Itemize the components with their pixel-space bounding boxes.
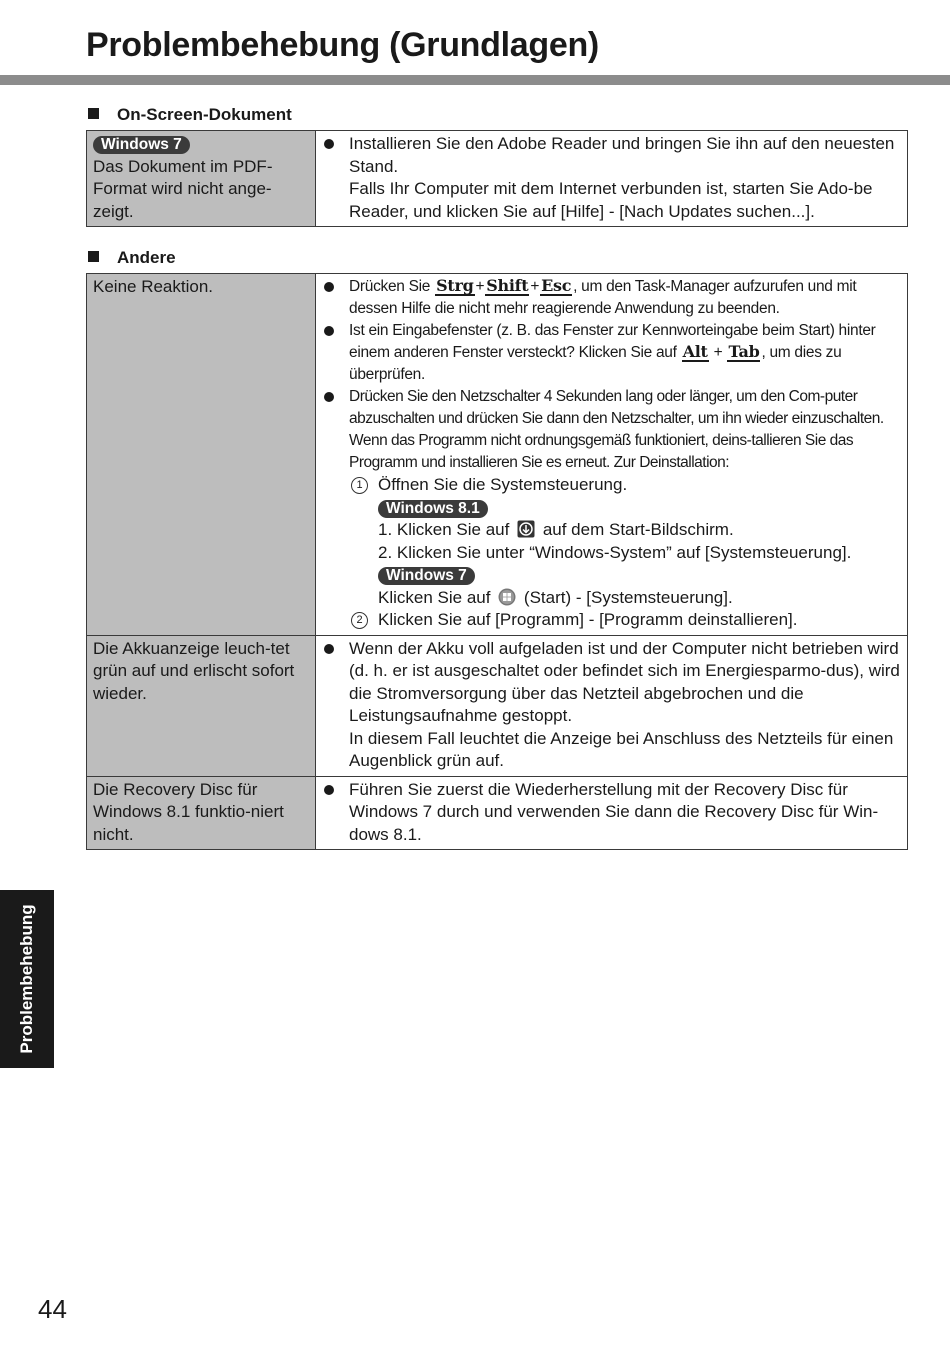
bullet-dot-icon [324, 139, 334, 149]
section-heading-label: Andere [117, 248, 176, 267]
bullet-dot-icon [324, 326, 334, 336]
on-screen-table [86, 130, 908, 227]
bullet-dot-icon [324, 392, 334, 402]
step-1-details [351, 497, 901, 610]
side-tab [0, 890, 54, 1068]
windows-start-orb-icon [498, 588, 516, 606]
solution-cell [316, 131, 908, 227]
key-alt: Alt [682, 342, 708, 361]
problem-text: Die Recovery Disc für Windows 8.1 funktio-niert nicht. [93, 779, 284, 844]
key-tab: Tab [728, 342, 760, 361]
solution-text: In diesem Fall leuchtet die Anzeige bei Anschluss des Netzteils für einen Augenblick grün auf. [349, 728, 894, 770]
solution-bullet [324, 320, 901, 386]
solution-text: , um dies zu überprüfen. [349, 344, 842, 383]
bullet-dot-icon [324, 785, 334, 795]
solution-bullet [324, 133, 901, 223]
solution-text: Drücken Sie [349, 278, 431, 295]
solution-bullet [324, 638, 901, 773]
problem-text: Die Akkuanzeige leuch-tet grün auf und erlischt sofort wieder. [93, 638, 295, 703]
step-text: Klicken Sie auf [Programm] - [Programm deinstallieren]. [378, 610, 798, 629]
step-number: 2 [351, 612, 368, 629]
section-heading-label: On-Screen-Dokument [117, 105, 292, 124]
problem-cell [87, 131, 316, 227]
table-row [87, 776, 908, 850]
square-bullet-icon [88, 251, 99, 262]
page-title: Problembehebung (Grundlagen) [86, 26, 599, 64]
title-rule [0, 75, 950, 85]
step-text: Klicken Sie auf [378, 587, 491, 607]
solution-bullet [324, 276, 901, 320]
problem-cell [87, 635, 316, 776]
table-row [87, 274, 908, 636]
step-text: auf dem Start-Bildschirm. [542, 520, 734, 539]
table-row [87, 131, 908, 227]
problem-cell [87, 776, 316, 850]
solution-bullet [324, 779, 901, 847]
solution-cell [316, 635, 908, 776]
solution-cell [316, 776, 908, 850]
table-row [87, 635, 908, 776]
side-tab-label: Problembehebung [17, 904, 36, 1054]
down-arrow-circle-icon [517, 520, 535, 538]
solution-bullet [324, 386, 901, 474]
section-heading-on-screen [88, 105, 292, 125]
problem-cell [87, 274, 316, 636]
uninstall-steps [324, 474, 901, 632]
solution-text: , um den Task-Manager aufzurufen und mit dessen Hilfe die nicht mehr reagierende Anwendung zu beenden. [349, 278, 857, 317]
solution-cell [316, 274, 908, 636]
step-text: (Start) - [Systemsteuerung]. [523, 587, 733, 607]
page-number: 44 [38, 1294, 67, 1324]
solution-text: Drücken Sie den Netzschalter 4 Sekunden lang oder länger, um den Com-puter abzuschalten und drücken Sie dann den Netzschalter, um ihn wieder einzuschalten. Wenn das Programm nicht ordnungsgemäß funktioniert, deins-tallieren Sie das Programm und installieren Sie es erneut. Zur Deinstallation: [349, 388, 884, 471]
windows-7-badge: Windows 7 [378, 567, 475, 585]
square-bullet-icon [88, 108, 99, 119]
key-shift: Shift [486, 276, 529, 295]
bullet-dot-icon [324, 644, 334, 654]
step-text: Öffnen Sie die Systemsteuerung. [378, 475, 628, 494]
section-heading-andere [88, 248, 176, 268]
step-number: 1 [351, 477, 368, 494]
step-text: 1. Klicken Sie auf [378, 520, 510, 539]
step-text: 2. Klicken Sie unter “Windows-System” auf [Systemsteuerung]. [378, 542, 852, 562]
key-plus: + [530, 278, 540, 295]
key-plus: + [475, 278, 485, 295]
bullet-dot-icon [324, 282, 334, 292]
step-2 [351, 609, 901, 632]
solution-text: Führen Sie zuerst die Wiederherstellung mit der Recovery Disc für Windows 7 durch und verwenden Sie dann die Recovery Disc für Win-dows 8.1. [349, 779, 879, 844]
solution-text: Installieren Sie den Adobe Reader und bringen Sie ihn auf den neuesten Stand. [349, 134, 895, 176]
key-strg: Strg [436, 276, 474, 295]
solution-text: Wenn der Akku voll aufgeladen ist und der Computer nicht betrieben wird (d. h. er ist ausgeschaltet oder befindet sich im Energiesparmo-dus), wird die Stromversorgung über das Netzteil abgebrochen und die Leistungsaufnahme gestoppt. [349, 638, 900, 725]
solution-text: Falls Ihr Computer mit dem Internet verbunden ist, starten Sie Ado-be Reader, und klicken Sie auf [Hilfe] - [Nach Updates suchen...]. [349, 179, 873, 221]
problem-text: Keine Reaktion. [93, 277, 214, 296]
windows-7-badge: Windows 7 [93, 136, 190, 154]
problem-text: Das Dokument im PDF-Format wird nicht ange-zeigt. [93, 156, 273, 221]
key-esc: Esc [541, 276, 572, 295]
andere-table [86, 273, 908, 850]
solution-text: Ist ein Eingabefenster (z. B. das Fenster zur Kennworteingabe beim Start) hinter einem anderen Fenster versteckt? Klicken Sie auf [349, 322, 876, 361]
step-1 [351, 474, 901, 497]
windows-8-1-badge: Windows 8.1 [378, 500, 488, 518]
key-plus: + [713, 344, 723, 361]
